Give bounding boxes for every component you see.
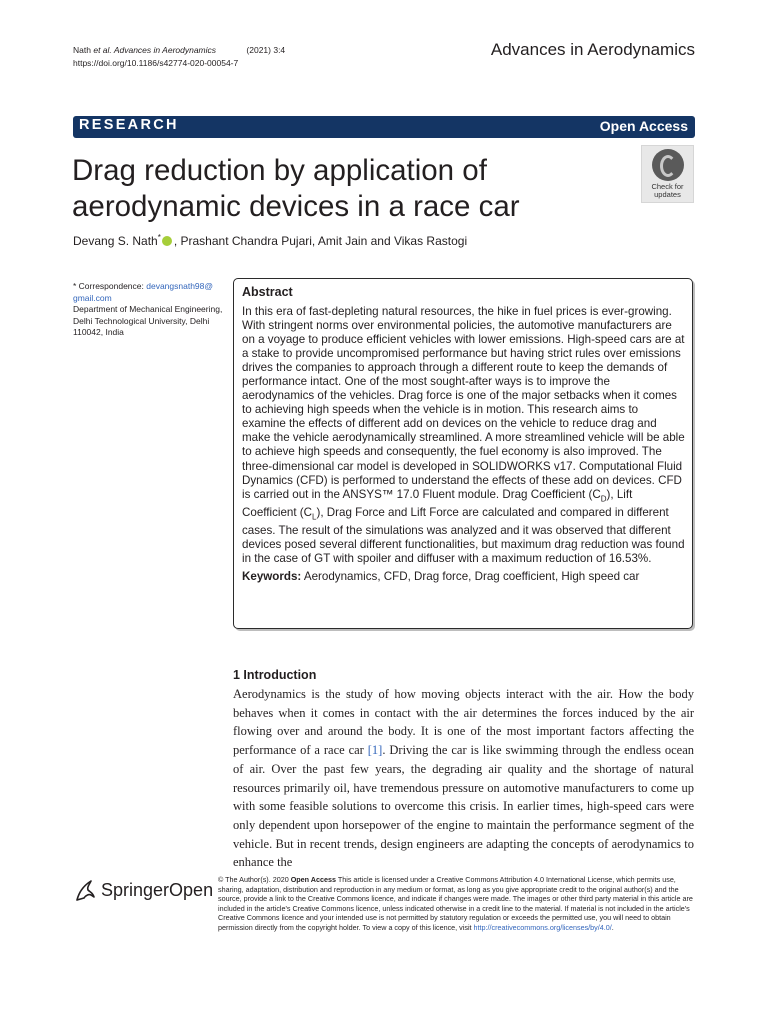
abstract-box	[233, 278, 693, 629]
open-access-label: Open Access	[599, 118, 688, 134]
springer-word: Springer	[101, 880, 170, 900]
check-updates-label: Check for updates	[651, 182, 684, 199]
check-for-updates-button[interactable]	[641, 145, 694, 203]
corresponding-mark: *	[157, 233, 161, 242]
license-link[interactable]: http://creativecommons.org/licenses/by/4.0/	[473, 922, 612, 932]
abstract-text: In this era of fast-depleting natural resources, the hike in fuel prices is ever-growing. With stringent norms over environmental policies, the automotive manufacturers are on a voyage to produce efficient vehicles with lower emissions. High-speed cars are at a stake to provide uncompromised performance but having strict rules over emissions drives the companies to approach through a different route to keep the demands of performance intact. One of the most sought-after ways is to improve the aerodynamics of the vehicles. Drag force is one of the major setbacks when it comes to achieving high speeds when the vehicle is in motion. This research aims to examine the effects of different add on devices on the vehicle to reduce drag and make the vehicle aerodynamically streamlined. A more streamlined vehicle will be able to achieve high speeds and consequently, the fuel economy is also improved. The three-dimensional car model is developed in SOLIDWORKS v17. Computational Fluid Dynamics (CFD) is performed to understand the effects of these add on devices. CFD is carried out in the ANSYS™ 17.0 Fluent module. Drag Coefficient $(C_D)$, Lift Coefficient $(C_L)$, Drag Force and Lift Force are calculated and compared in different cases. The result of the simulations was analyzed and it was observed that different devices posed several different functionalities, but maximum drag reduction was found in the case of GT with spoiler and diffuser with a maximum reduction of 16.53%.	[242, 305, 685, 566]
keywords-label: Keywords:	[242, 570, 302, 584]
correspondence-email-cont[interactable]: gmail.com	[73, 292, 112, 303]
reference-link[interactable]: [1]	[367, 743, 383, 758]
orcid-icon[interactable]	[162, 236, 172, 246]
check-updates-icon	[652, 149, 684, 181]
abstract-heading: Abstract	[242, 285, 293, 299]
correspondence-email[interactable]: devangsnath98@	[146, 281, 214, 291]
author-rest: , Prashant Chandra Pujari, Amit Jain and Vikas Rastogi	[173, 234, 468, 248]
introduction-text: Aerodynamics is the study of how moving objects interact with the air. How the body behaves when it comes in contact with the air determines the forces induced by the air flowing over and around the body. It is one of the most important factors affecting the performance of a race car [1]. Driving the car is like swimming through the endless ocean of air. Over the past few years, the degrading air quality and the shortage of natural resources primarily oil, have tremendous pressure on automotive manufacturers to come up with some feasible solutions to overcome this crisis. In earlier times, high-speed cars were only dependent upon horsepower of the engine to maintain the performance segment of the vehicle. But in recent trends, design engineers are adapting the concepts of aerodynamics to enhance the	[233, 687, 694, 870]
section-heading-introduction: 1 Introduction	[233, 668, 317, 682]
citation-year: (2021) 3:4	[246, 45, 286, 55]
journal-name: Advances in Aerodynamics	[490, 40, 695, 59]
citation-journal: et al. Advances in Aerodynamics	[93, 45, 217, 55]
author-list	[73, 233, 467, 248]
correspondence-label: * Correspondence:	[73, 281, 147, 291]
keywords	[242, 570, 685, 583]
article-title: Drag reduction by application of aerodynamic devices in a race car	[72, 154, 520, 223]
doi-link[interactable]: https://doi.org/10.1186/s42774-020-00054-7	[73, 58, 239, 68]
license-text: © The Author(s). 2020 Open Access This article is licensed under a Creative Commons Attribution 4.0 International License, which permits use, sharing, adaptation, distribution and reproduction in any medium or format, as long as you give appropriate credit to the original author(s) and the source, provide a link to the Creative Commons licence, and indicate if changes were made. The images or other third party material in this article are included in the article's Creative Commons licence, unless indicated otherwise in a credit line to the material. If material is not included in the article's Creative Commons licence and your intended use is not permitted by statutory regulation or exceeds the permitted use, you will need to obtain permission directly from the copyright holder. To view a copy of this licence, visit http://creativecommons.org/licenses/by/4.0/.	[218, 875, 693, 932]
keywords-list: Aerodynamics, CFD, Drag force, Drag coefficient, High speed car	[301, 570, 640, 584]
citation-line	[73, 44, 285, 57]
article-type-banner	[73, 116, 695, 138]
affiliation: Department of Mechanical Engineering, Delhi Technological University, Delhi 110042, India	[73, 304, 223, 337]
author-first: Devang S. Nath	[73, 234, 158, 248]
springer-horse-icon	[73, 878, 97, 902]
article-type-label: RESEARCH	[79, 117, 179, 133]
citation-header	[73, 44, 285, 70]
correspondence-block	[73, 281, 223, 339]
citation-authors: Nath	[73, 45, 91, 55]
open-word: Open	[169, 880, 214, 900]
springer-open-logo	[73, 878, 213, 902]
